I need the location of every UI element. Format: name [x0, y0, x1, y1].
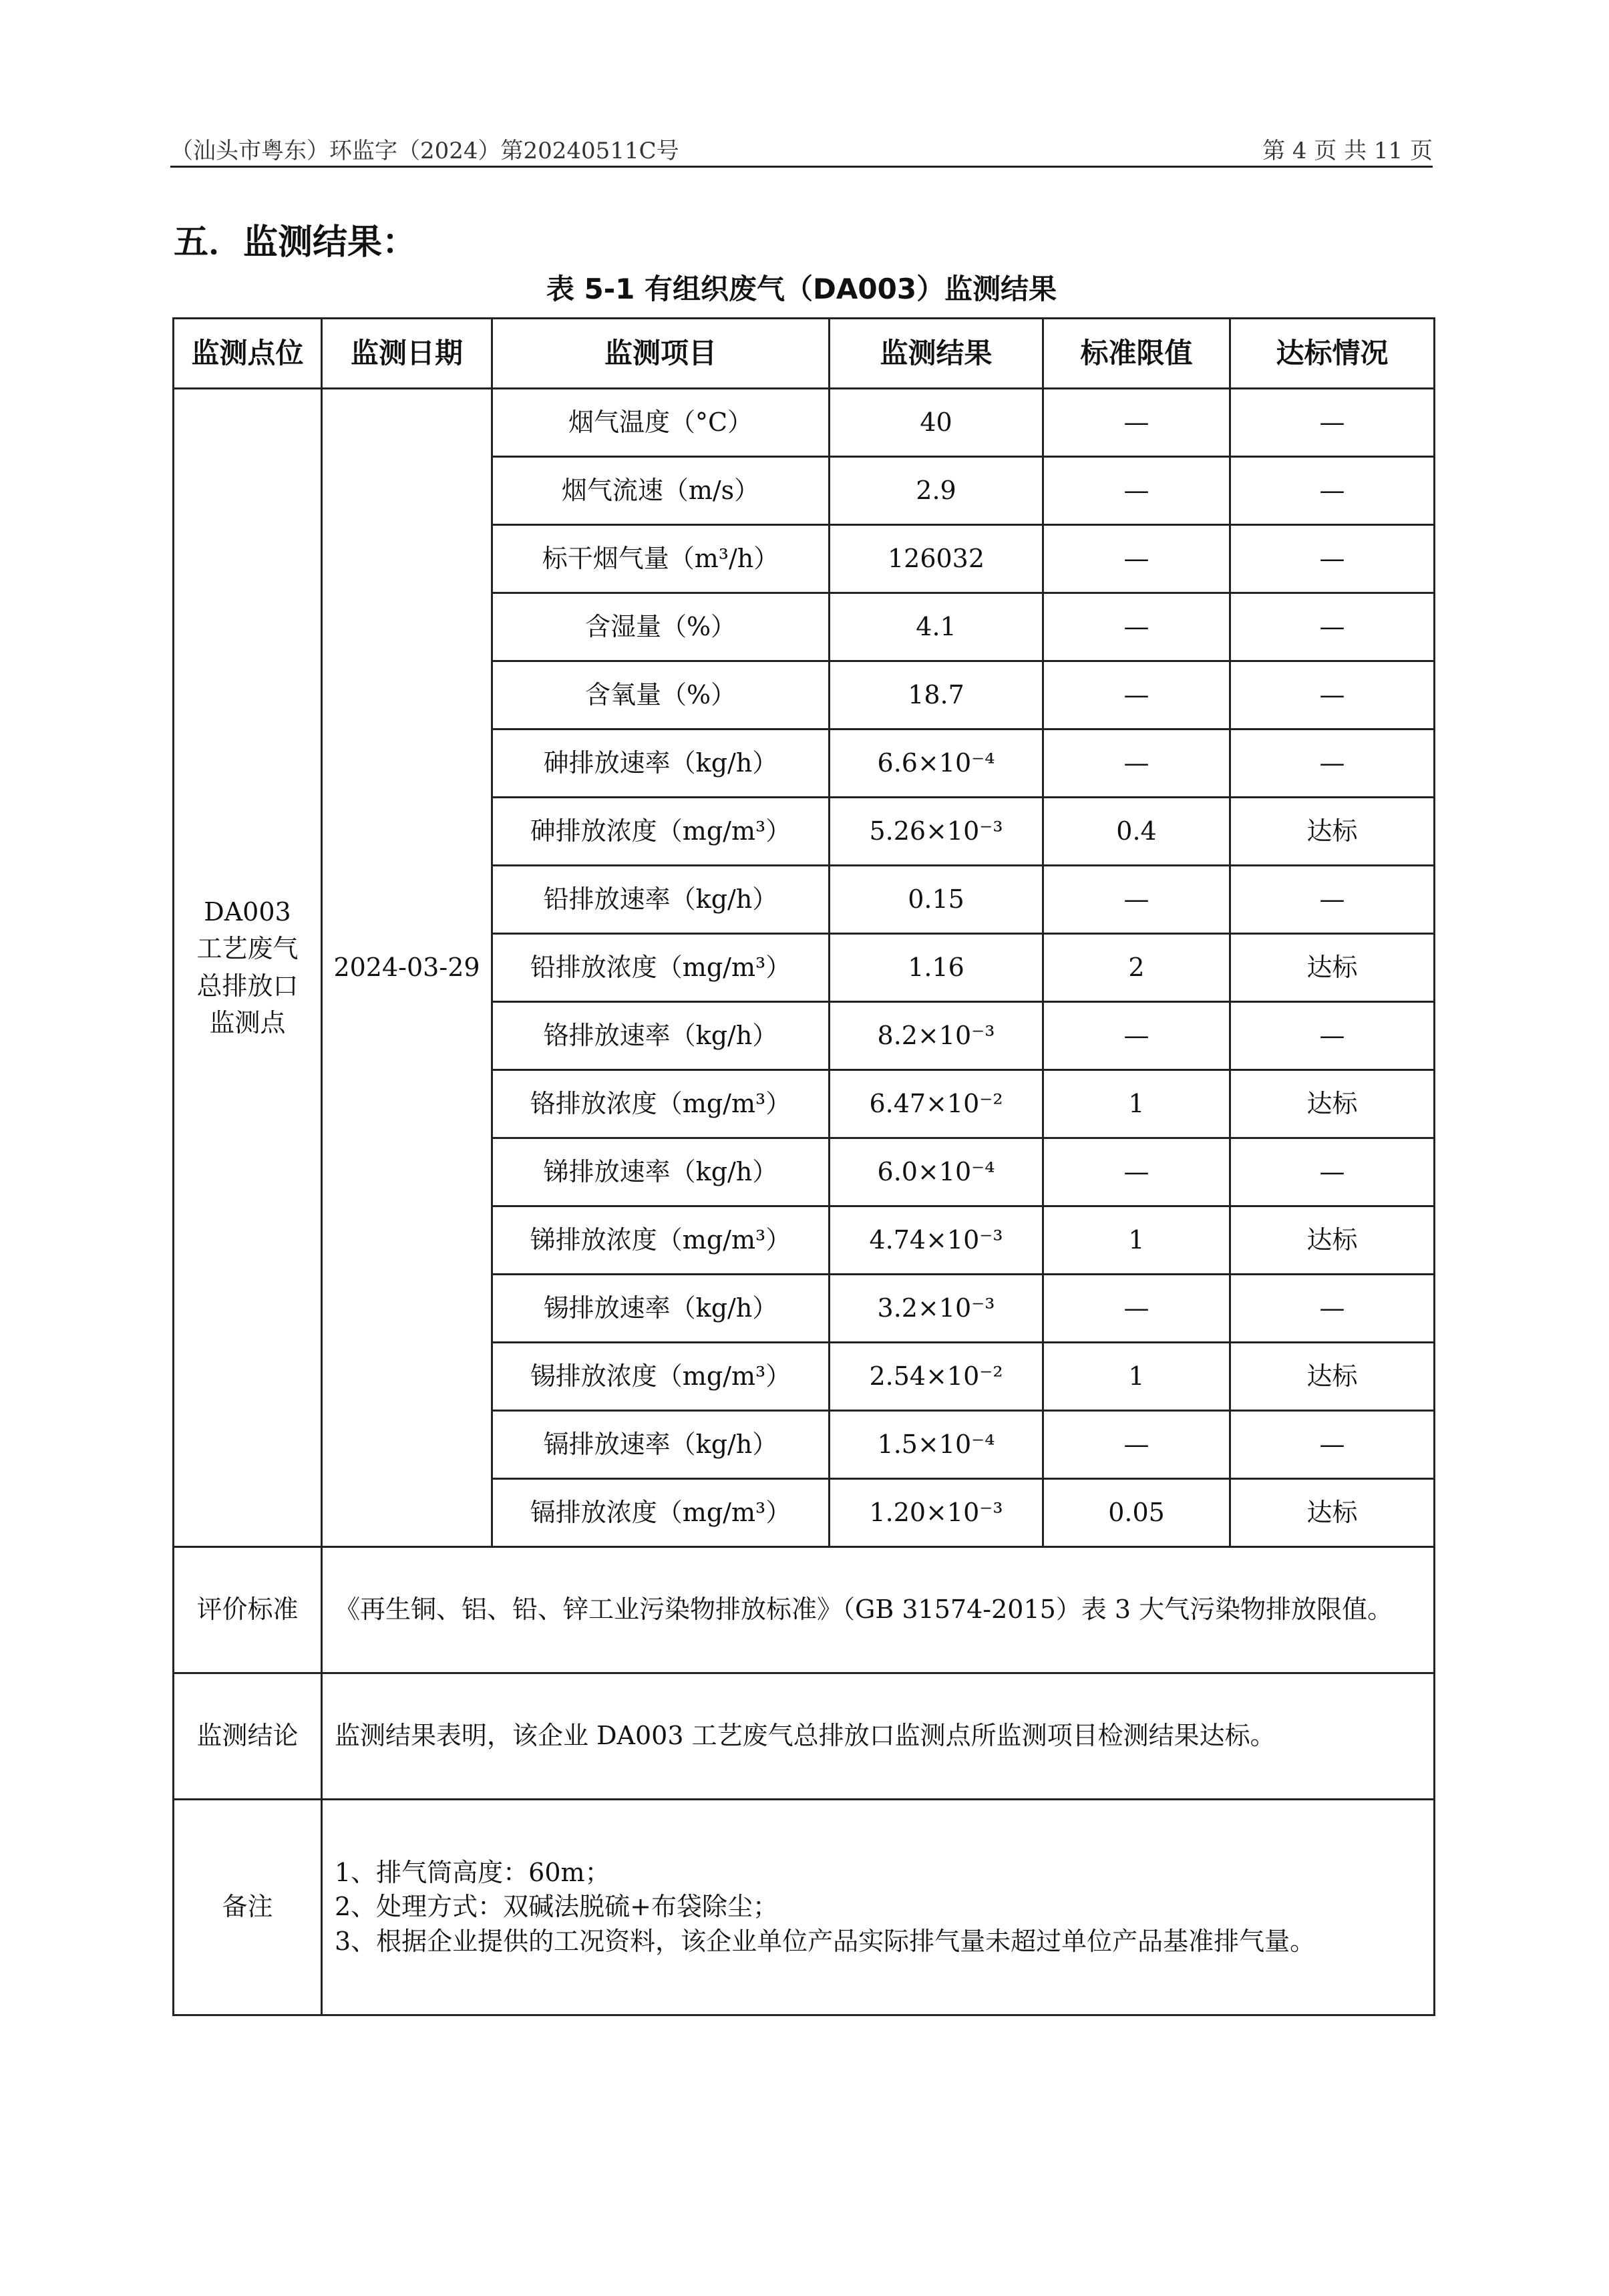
header-result: 监测结果 [830, 319, 1043, 389]
limit-cell: — [1043, 525, 1230, 593]
limit-cell: — [1043, 389, 1230, 457]
limit-cell: — [1043, 1411, 1230, 1479]
notes-text [322, 1800, 1435, 2015]
result-cell: 5.26×10⁻³ [830, 798, 1043, 866]
header-divider [170, 166, 1433, 168]
item-cell: 铬排放速率（kg/h） [492, 1002, 830, 1070]
result-cell: 1.16 [830, 934, 1043, 1002]
status-cell: 达标 [1230, 934, 1435, 1002]
status-cell: — [1230, 389, 1435, 457]
item-cell: 锡排放浓度（mg/m³） [492, 1343, 830, 1411]
result-cell: 18.7 [830, 661, 1043, 729]
conclusion-text: 监测结果表明，该企业 DA003 工艺废气总排放口监测点所监测项目检测结果达标。 [322, 1673, 1435, 1800]
limit-cell: 1 [1043, 1343, 1230, 1411]
status-cell: 达标 [1230, 798, 1435, 866]
limit-cell: — [1043, 593, 1230, 661]
conclusion-label: 监测结论 [174, 1673, 322, 1800]
document-number: （汕头市粤东）环监字（2024）第20240511C号 [170, 138, 679, 164]
notes-row [174, 1800, 1435, 2015]
status-cell: — [1230, 525, 1435, 593]
status-cell: — [1230, 661, 1435, 729]
note-line: 3、根据企业提供的工况资料，该企业单位产品实际排气量未超过单位产品基准排气量。 [335, 1926, 1316, 1956]
item-cell: 含氧量（%） [492, 661, 830, 729]
item-cell: 砷排放浓度（mg/m³） [492, 798, 830, 866]
monitoring-date-cell: 2024-03-29 [322, 389, 492, 1547]
limit-cell: — [1043, 866, 1230, 934]
limit-cell: 0.4 [1043, 798, 1230, 866]
item-cell: 标干烟气量（m³/h） [492, 525, 830, 593]
item-cell: 镉排放速率（kg/h） [492, 1411, 830, 1479]
limit-cell: 2 [1043, 934, 1230, 1002]
header-point: 监测点位 [174, 319, 322, 389]
limit-cell: 0.05 [1043, 1479, 1230, 1547]
result-cell: 4.74×10⁻³ [830, 1206, 1043, 1275]
item-cell: 烟气流速（m/s） [492, 457, 830, 525]
status-cell: 达标 [1230, 1479, 1435, 1547]
item-cell: 含湿量（%） [492, 593, 830, 661]
item-cell: 烟气温度（°C） [492, 389, 830, 457]
result-cell: 126032 [830, 525, 1043, 593]
page-info: 第 4 页 共 11 页 [1262, 138, 1433, 164]
status-cell: — [1230, 729, 1435, 798]
status-cell: — [1230, 457, 1435, 525]
result-cell: 2.54×10⁻² [830, 1343, 1043, 1411]
item-cell: 锡排放速率（kg/h） [492, 1275, 830, 1343]
note-line: 1、排气筒高度：60m； [335, 1858, 610, 1888]
status-cell: — [1230, 1002, 1435, 1070]
item-cell: 锑排放速率（kg/h） [492, 1138, 830, 1206]
header-date: 监测日期 [322, 319, 492, 389]
conclusion-row [174, 1673, 1435, 1800]
status-cell: — [1230, 866, 1435, 934]
standard-row [174, 1547, 1435, 1673]
header-item: 监测项目 [492, 319, 830, 389]
notes-label: 备注 [174, 1800, 322, 2015]
status-cell: 达标 [1230, 1206, 1435, 1275]
result-cell: 8.2×10⁻³ [830, 1002, 1043, 1070]
status-cell: 达标 [1230, 1070, 1435, 1138]
status-cell: — [1230, 1411, 1435, 1479]
result-cell: 4.1 [830, 593, 1043, 661]
item-cell: 砷排放速率（kg/h） [492, 729, 830, 798]
item-cell: 铅排放浓度（mg/m³） [492, 934, 830, 1002]
table-row [174, 389, 1435, 457]
table-title: 表 5-1 有组织废气（DA003）监测结果 [546, 273, 1057, 305]
item-cell: 铬排放浓度（mg/m³） [492, 1070, 830, 1138]
standard-label: 评价标准 [174, 1547, 322, 1673]
monitoring-point-cell: DA003 工艺废气 总排放口 监测点 [174, 389, 322, 1547]
result-cell: 2.9 [830, 457, 1043, 525]
limit-cell: 1 [1043, 1206, 1230, 1275]
table-header-row [174, 319, 1435, 389]
item-cell: 锑排放浓度（mg/m³） [492, 1206, 830, 1275]
status-cell: — [1230, 1275, 1435, 1343]
result-cell: 6.47×10⁻² [830, 1070, 1043, 1138]
result-cell: 3.2×10⁻³ [830, 1275, 1043, 1343]
result-cell: 0.15 [830, 866, 1043, 934]
item-cell: 镉排放浓度（mg/m³） [492, 1479, 830, 1547]
limit-cell: 1 [1043, 1070, 1230, 1138]
result-cell: 40 [830, 389, 1043, 457]
limit-cell: — [1043, 1138, 1230, 1206]
limit-cell: — [1043, 729, 1230, 798]
limit-cell: — [1043, 661, 1230, 729]
note-line: 2、处理方式：双碱法脱硫+布袋除尘； [335, 1892, 779, 1922]
result-cell: 1.20×10⁻³ [830, 1479, 1043, 1547]
result-cell: 6.0×10⁻⁴ [830, 1138, 1043, 1206]
header-limit: 标准限值 [1043, 319, 1230, 389]
status-cell: — [1230, 593, 1435, 661]
header-status: 达标情况 [1230, 319, 1435, 389]
section-title: 五．监测结果： [174, 222, 417, 263]
result-cell: 6.6×10⁻⁴ [830, 729, 1043, 798]
status-cell: — [1230, 1138, 1435, 1206]
standard-text: 《再生铜、铝、铅、锌工业污染物排放标准》（GB 31574-2015）表 3 大气污染物排放限值。 [322, 1547, 1435, 1673]
page-header [170, 132, 1433, 164]
item-cell: 铅排放速率（kg/h） [492, 866, 830, 934]
results-table [172, 317, 1435, 2016]
limit-cell: — [1043, 457, 1230, 525]
limit-cell: — [1043, 1275, 1230, 1343]
limit-cell: — [1043, 1002, 1230, 1070]
status-cell: 达标 [1230, 1343, 1435, 1411]
result-cell: 1.5×10⁻⁴ [830, 1411, 1043, 1479]
